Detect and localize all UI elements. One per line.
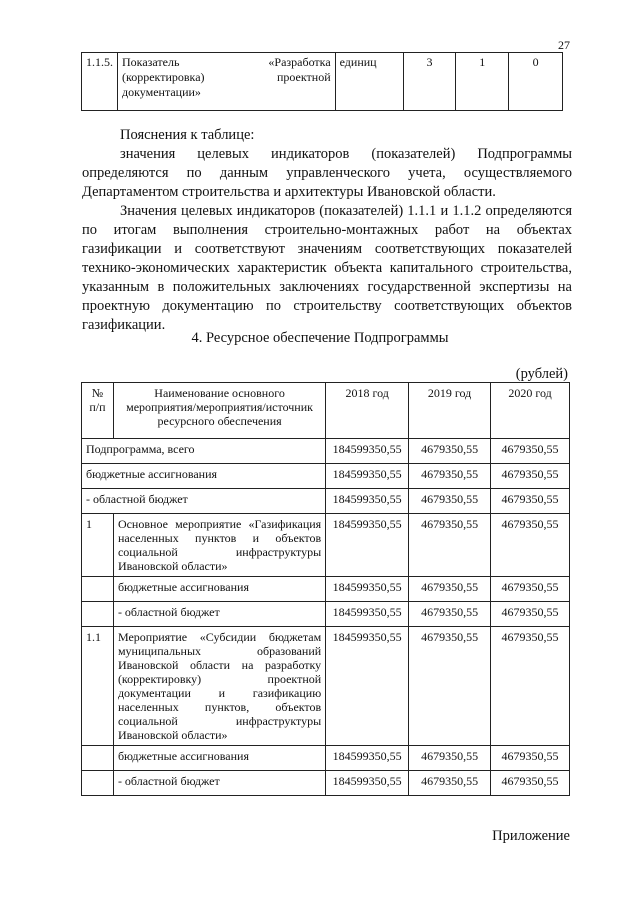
value-2020: 4679350,55 [491,602,570,627]
value-2018: 184599350,55 [326,746,409,771]
row-name: - областной бюджет [113,602,325,627]
table-row [82,746,570,771]
indicator-name-part: (корректировка) [122,70,205,84]
value-2018: 184599350,55 [326,464,409,489]
value-2019: 4679350,55 [409,577,491,602]
value-2019: 4679350,55 [409,771,491,796]
value-2019: 4679350,55 [409,489,491,514]
value-2020: 4679350,55 [491,514,570,577]
indicator-value: 1 [456,53,509,111]
table-row [82,53,563,111]
value-2018: 184599350,55 [326,439,409,464]
table-row [82,439,570,464]
row-name: бюджетные ассигнования [113,577,325,602]
value-2020: 4679350,55 [491,489,570,514]
row-num [82,602,114,627]
value-2018: 184599350,55 [326,489,409,514]
row-num: 1 [82,514,114,577]
header-2020: 2020 год [491,383,570,439]
value-2019: 4679350,55 [409,464,491,489]
currency-label: (рублей) [515,366,568,382]
table-row [82,464,570,489]
value-2019: 4679350,55 [409,627,491,746]
notes [82,126,572,335]
notes-paragraph: Значения целевых индикаторов (показателей) 1.1.1 и 1.1.2 определяются по итогам выполнения строительно-монтажных работ на объектах газификации и соответствуют значениям соответствующих показателей технико-экономических характеристик объекта капитального строительства, указанным в положительных заключениях государственной экспертизы на проектную документацию по строительству соответствующих объектов газификации. [82,203,572,333]
header-2018: 2018 год [326,383,409,439]
row-num: 1.1 [82,627,114,746]
value-2019: 4679350,55 [409,514,491,577]
row-num [82,771,114,796]
value-2019: 4679350,55 [409,746,491,771]
table-row [82,489,570,514]
row-num [82,746,114,771]
value-2018: 184599350,55 [326,514,409,577]
table-row [82,602,570,627]
table-header-row [82,383,570,439]
indicator-code: 1.1.5. [82,53,118,111]
header-num: № п/п [82,383,114,439]
page-number: 27 [558,38,570,52]
notes-heading: Пояснения к таблице: [120,127,255,143]
table-row [82,627,570,746]
header-name: Наименование основного мероприятия/мероприятия/источник ресурсного обеспечения [113,383,325,439]
row-num [82,577,114,602]
value-2020: 4679350,55 [491,627,570,746]
indicator-name-part: проектной [276,70,331,84]
indicator-value: 3 [403,53,456,111]
row-name: бюджетные ассигнования [82,464,326,489]
value-2018: 184599350,55 [326,577,409,602]
row-name: - областной бюджет [82,489,326,514]
table-row [82,577,570,602]
row-name: Мероприятие «Субсидии бюджетам муниципальных образований Ивановской области на разработку (корректировку) проектной документации и газификацию населенных пунктов, объектов социальной инфраструктуры Ивановской области» [113,627,325,746]
indicator-name [118,53,336,111]
row-name: - областной бюджет [113,771,325,796]
value-2020: 4679350,55 [491,439,570,464]
indicator-unit: единиц [335,53,403,111]
value-2019: 4679350,55 [409,602,491,627]
row-name: Подпрограмма, всего [82,439,326,464]
value-2019: 4679350,55 [409,439,491,464]
table-row [82,771,570,796]
value-2018: 184599350,55 [326,771,409,796]
value-2018: 184599350,55 [326,627,409,746]
resource-table [81,382,570,796]
value-2020: 4679350,55 [491,577,570,602]
value-2018: 184599350,55 [326,602,409,627]
header-2019: 2019 год [409,383,491,439]
notes-paragraph: значения целевых индикаторов (показателей) Подпрограммы определяются по данным управленческого учета, осуществляемого Департаментом строительства и архитектуры Ивановской области. [82,146,572,200]
section-title: 4. Ресурсное обеспечение Подпрограммы [191,330,449,346]
indicator-value: 0 [509,53,563,111]
indicator-name-part: документации» [122,85,201,99]
value-2020: 4679350,55 [491,746,570,771]
value-2020: 4679350,55 [491,464,570,489]
appendix-label: Приложение [492,828,570,844]
value-2020: 4679350,55 [491,771,570,796]
indicator-name-part: Показатель [122,55,180,69]
row-name: Основное мероприятие «Газификация населенных пунктов и объектов социальной инфраструктуры Ивановской области» [113,514,325,577]
indicator-name-part: «Разработка [268,55,331,69]
table-row [82,514,570,577]
indicator-table [81,52,563,111]
row-name: бюджетные ассигнования [113,746,325,771]
